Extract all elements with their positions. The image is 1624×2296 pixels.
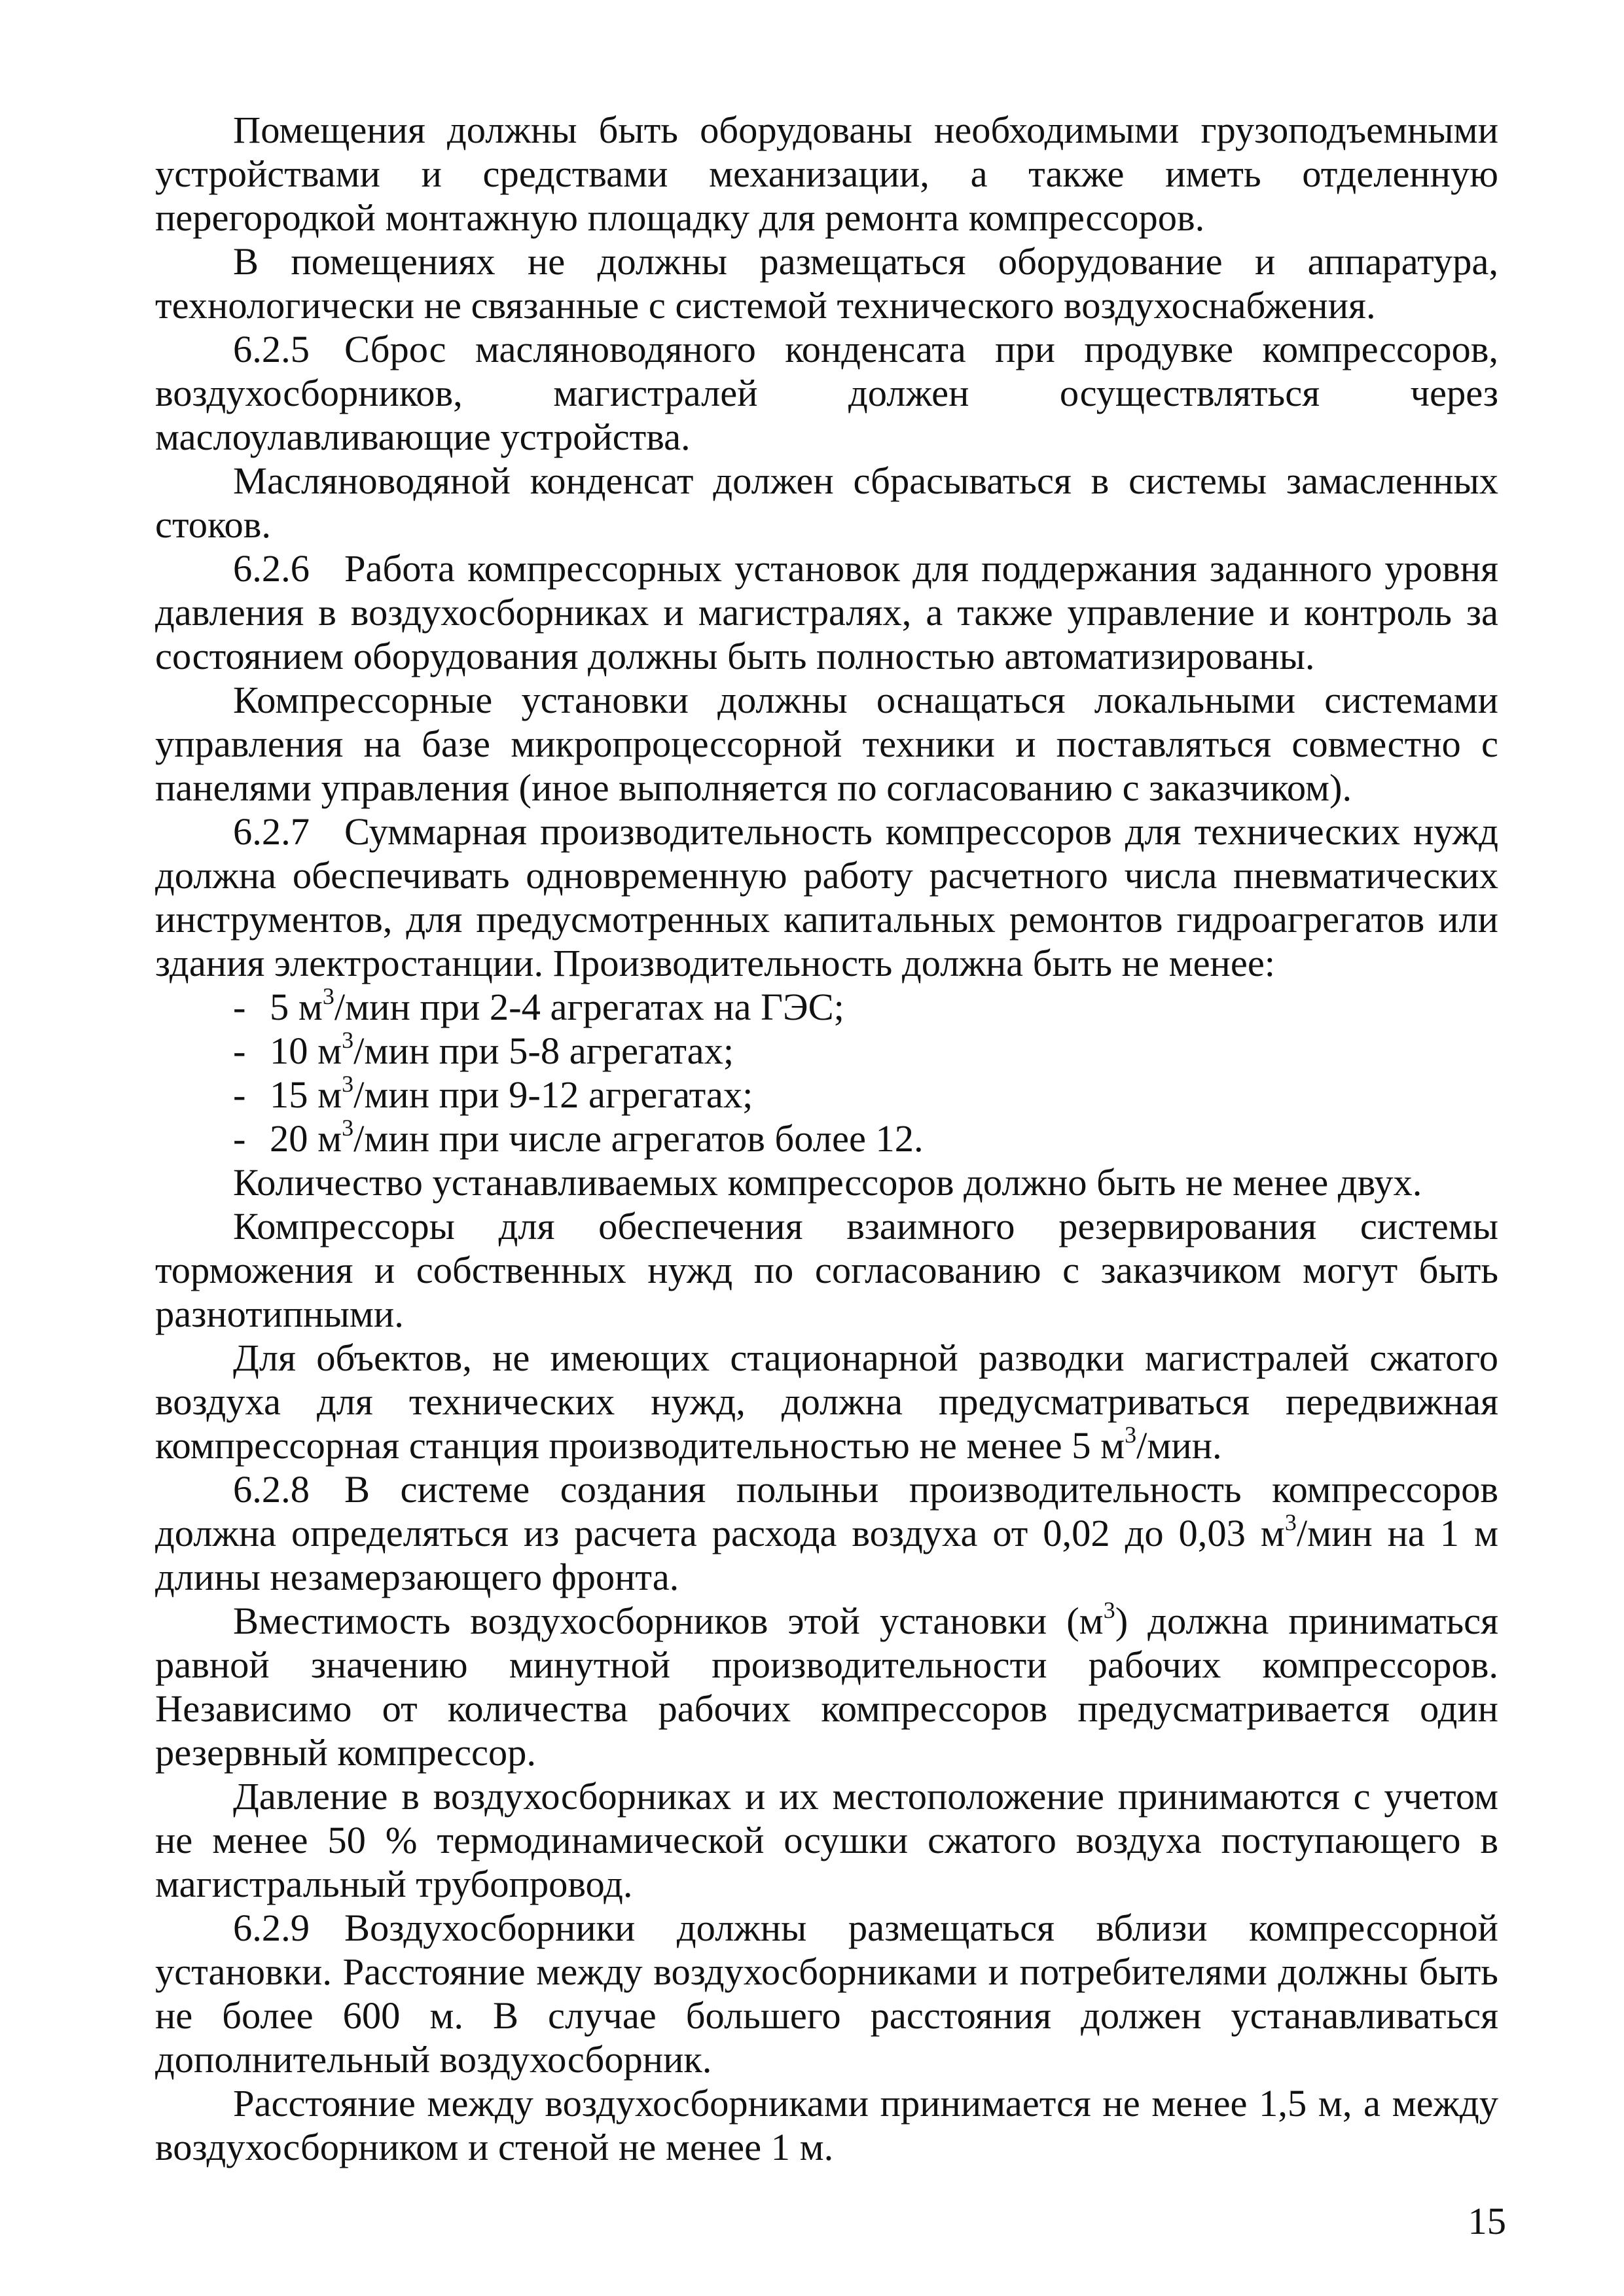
clause-6-2-7: [155, 810, 1498, 985]
list-item: [155, 1073, 1498, 1117]
paragraph: [155, 1774, 1498, 1906]
list-amount: 15 м: [270, 1073, 342, 1116]
list-item: [155, 985, 1498, 1029]
paragraph-text: Помещения должны быть оборудованы необходимыми грузоподъемными устройствами и средствами механизации, а также иметь отделенную перегородкой монтажную площадку для ремонта компрессоров.: [155, 109, 1498, 239]
paragraph-text: Для объектов, не имеющих стационарной разводки магистралей сжатого воздуха для технических нужд, должна предусматриваться передвижная компрессорная станция производительностью не менее 5 м: [155, 1336, 1498, 1467]
clause-number: 6.2.5: [233, 328, 310, 370]
superscript: 3: [322, 983, 334, 1009]
list-dash: -: [233, 1030, 246, 1072]
list-dash: -: [233, 986, 246, 1028]
paragraph-text: Количество устанавливаемых компрессоров должно быть не менее двух.: [233, 1161, 1422, 1204]
page-number: 15: [1468, 2200, 1506, 2242]
list-dash: -: [233, 1073, 246, 1116]
paragraph-text: Компрессорные установки должны оснащаться локальными системами управления на базе микропроцессорной техники и поставляться совместно с панелями управления (иное выполняется по согласованию с заказчиком).: [155, 679, 1498, 809]
paragraph: [155, 108, 1498, 240]
clause-6-2-5: [155, 327, 1498, 459]
clause-text: Работа компрессорных установок для поддержания заданного уровня давления в воздухосборниках и магистралях, а также управление и контроль за состоянием оборудования должны быть полностью автоматизированы.: [155, 547, 1498, 677]
paragraph: [155, 1599, 1498, 1774]
paragraph: [155, 240, 1498, 327]
clause-text: В системе создания полыньи производительность компрессоров должна определяться из расчета расхода воздуха от 0,02 до 0,03 м: [155, 1468, 1498, 1554]
clause-text: Воздухосборники должны размещаться вблизи компрессорной установки. Расстояние между воздухосборниками и потребителями должны быть не более 600 м. В случае большего расстояния должен устанавливаться дополнительный воздухосборник.: [155, 1907, 1498, 2081]
list-text: /мин при 9-12 агрегатах;: [353, 1073, 753, 1116]
clause-text: Суммарная производительность компрессоров для технических нужд должна обеспечивать одновременную работу расчетного числа пневматических инструментов, для предусмотренных капитальных ремонтов гидроагрегатов или здания электростанции. Производительность должна быть не менее:: [155, 810, 1498, 984]
list-item: [155, 1117, 1498, 1160]
paragraph: [155, 1160, 1498, 1204]
paragraph: [155, 459, 1498, 547]
paragraph-text: Расстояние между воздухосборниками принимается не менее 1,5 м, а между воздухосборником и стеной не менее 1 м.: [155, 2082, 1498, 2168]
superscript: 3: [342, 1115, 354, 1141]
document-body: [155, 108, 1498, 2169]
paragraph-text: ) должна приниматься равной значению минутной производительности рабочих компрессоров. Независимо от количества рабочих компрессоров предусматривается один резервный компрессор.: [155, 1600, 1498, 1774]
paragraph-text: В помещениях не должны размещаться оборудование и аппаратура, технологически не связанные с системой технического воздухоснабжения.: [155, 240, 1498, 327]
clause-6-2-6: [155, 547, 1498, 678]
clause-6-2-9: [155, 1906, 1498, 2081]
superscript: 3: [342, 1027, 354, 1053]
paragraph: [155, 1336, 1498, 1467]
paragraph-text: /мин.: [1136, 1424, 1222, 1467]
clause-number: 6.2.8: [233, 1468, 310, 1511]
paragraph: [155, 1204, 1498, 1336]
list-amount: 5 м: [270, 986, 323, 1028]
superscript: 3: [1284, 1509, 1297, 1535]
paragraph-text: Масляноводяной конденсат должен сбрасываться в системы замасленных стоков.: [155, 459, 1498, 546]
list-text: /мин при 2-4 агрегатах на ГЭС;: [334, 986, 844, 1028]
list-dash: -: [233, 1117, 246, 1160]
superscript: 3: [1125, 1422, 1137, 1448]
list-text: /мин при 5-8 агрегатах;: [353, 1030, 734, 1072]
list-amount: 20 м: [270, 1117, 342, 1160]
paragraph-text: Вместимость воздухосборников этой установки (м: [233, 1600, 1104, 1642]
list-item: [155, 1029, 1498, 1073]
clause-text: /мин на 1 м длины незамерзающего фронта.: [155, 1512, 1498, 1598]
clause-number: 6.2.6: [233, 547, 310, 590]
paragraph-text: Давление в воздухосборниках и их местоположение принимаются с учетом не менее 50 % термодинамической осушки сжатого воздуха поступающего в магистральный трубопровод.: [155, 1775, 1498, 1905]
paragraph-text: Компрессоры для обеспечения взаимного резервирования системы торможения и собственных нужд по согласованию с заказчиком могут быть разнотипными.: [155, 1205, 1498, 1335]
list-amount: 10 м: [270, 1030, 342, 1072]
list-text: /мин при числе агрегатов более 12.: [353, 1117, 924, 1160]
superscript: 3: [1103, 1597, 1115, 1623]
clause-text: Сброс масляноводяного конденсата при продувке компрессоров, воздухосборников, магистралей должен осуществляться через маслоулавливающие устройства.: [155, 328, 1498, 458]
clause-6-2-8: [155, 1467, 1498, 1599]
superscript: 3: [342, 1071, 354, 1097]
clause-number: 6.2.7: [233, 810, 310, 853]
paragraph: [155, 2081, 1498, 2169]
paragraph: [155, 678, 1498, 810]
clause-number: 6.2.9: [233, 1907, 310, 1949]
